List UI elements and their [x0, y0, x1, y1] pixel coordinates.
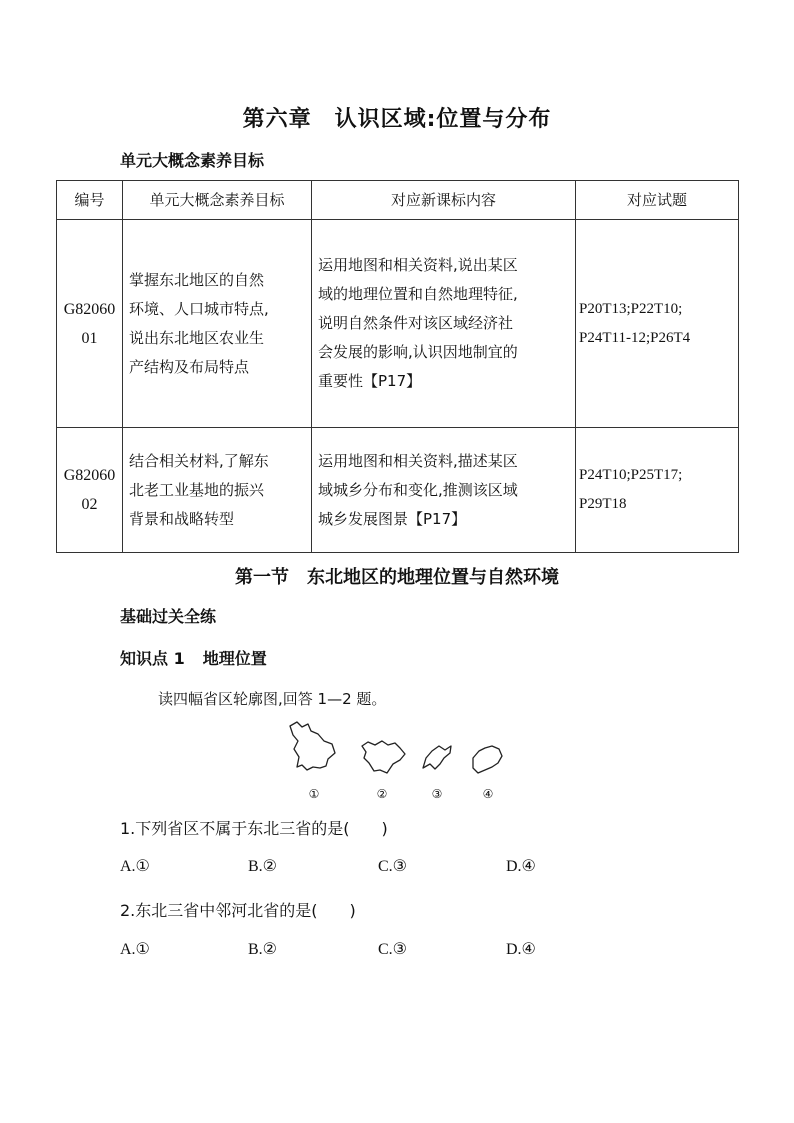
- cell-goal: [123, 220, 312, 428]
- cite-line: P24T10;P25T17;: [579, 467, 683, 483]
- option-c[interactable]: C.③: [378, 941, 408, 958]
- section-title: 第一节 东北地区的地理位置与自然环境: [235, 567, 559, 588]
- cell-cites: [576, 220, 739, 428]
- standard-line: 会发展的影响,认识因地制宜的: [318, 343, 518, 361]
- knowledge-point-label: 知识点 1: [120, 649, 185, 668]
- header-goal: 单元大概念素养目标: [123, 181, 312, 220]
- cell-goal: [123, 428, 312, 553]
- header-standard: 对应新课标内容: [312, 181, 576, 220]
- standard-line: 域城乡分布和变化,推测该区域: [318, 480, 518, 499]
- code-line: G82060: [63, 300, 116, 318]
- standard-line: 重要性【P17】: [318, 372, 422, 390]
- standard-line: 域的地理位置和自然地理特征,: [318, 285, 518, 303]
- goal-line: 结合相关材料,了解东: [129, 451, 269, 470]
- instruction-text: 读四幅省区轮廓图,回答 1—2 题。: [158, 690, 387, 708]
- option-b[interactable]: B.②: [248, 941, 278, 958]
- province-outline-3: [423, 746, 451, 769]
- knowledge-point-name: 地理位置: [202, 649, 267, 668]
- header-cites: 对应试题: [576, 181, 739, 220]
- standard-line: 城乡发展图景【P17】: [318, 509, 467, 528]
- map-label-1: ①: [308, 787, 320, 801]
- option-d[interactable]: D.④: [506, 858, 536, 875]
- question-2-stem: 2.东北三省中邻河北省的是( ): [120, 901, 356, 920]
- goal-line: 说出东北地区农业生: [129, 328, 265, 347]
- code-line: G82060: [63, 467, 116, 484]
- goal-line: 北老工业基地的振兴: [129, 480, 265, 499]
- goal-line: 背景和战略转型: [129, 509, 235, 528]
- practice-heading: 基础过关全练: [120, 607, 217, 626]
- standard-line: 说明自然条件对该区域经济社: [318, 314, 514, 332]
- code-line: 01: [81, 329, 98, 347]
- map-label-2: ②: [376, 787, 388, 801]
- option-d[interactable]: D.④: [506, 941, 536, 958]
- header-code: 编号: [57, 181, 123, 220]
- goal-line: 产结构及布局特点: [129, 357, 250, 376]
- standard-line: 运用地图和相关资料,说出某区: [318, 256, 518, 274]
- goal-line: 掌握东北地区的自然: [129, 270, 265, 289]
- table-row: [57, 428, 739, 553]
- code-line: 02: [81, 496, 98, 513]
- chapter-title: 第六章 认识区域:位置与分布: [242, 107, 552, 132]
- cite-line: P24T11-12;P26T4: [579, 329, 691, 346]
- option-a[interactable]: A.①: [120, 941, 150, 958]
- map-label-3: ③: [431, 787, 443, 801]
- standard-line: 运用地图和相关资料,描述某区: [318, 451, 518, 470]
- goals-table: [56, 180, 739, 553]
- goal-line: 环境、人口城市特点,: [129, 299, 269, 318]
- table-row: [57, 220, 739, 428]
- option-b[interactable]: B.②: [248, 858, 278, 875]
- cell-code: [57, 220, 123, 428]
- cite-line: P29T18: [579, 496, 627, 512]
- cell-code: [57, 428, 123, 553]
- province-outline-1: [290, 722, 335, 770]
- table-header-row: [57, 181, 739, 220]
- option-a[interactable]: A.①: [120, 858, 150, 875]
- knowledge-point-heading: [120, 646, 267, 669]
- map-label-4: ④: [482, 787, 494, 801]
- cite-line: P20T13;P22T10;: [579, 300, 683, 317]
- cell-cites: [576, 428, 739, 553]
- question-1-stem: 1.下列省区不属于东北三省的是( ): [120, 819, 388, 838]
- province-outline-2: [362, 741, 405, 773]
- cell-standard: [312, 220, 576, 428]
- cell-standard: [312, 428, 576, 553]
- option-c[interactable]: C.③: [378, 858, 408, 875]
- province-outline-4: [473, 746, 502, 773]
- province-outline-figure: [280, 718, 520, 802]
- goal-heading: 单元大概念素养目标: [120, 151, 265, 170]
